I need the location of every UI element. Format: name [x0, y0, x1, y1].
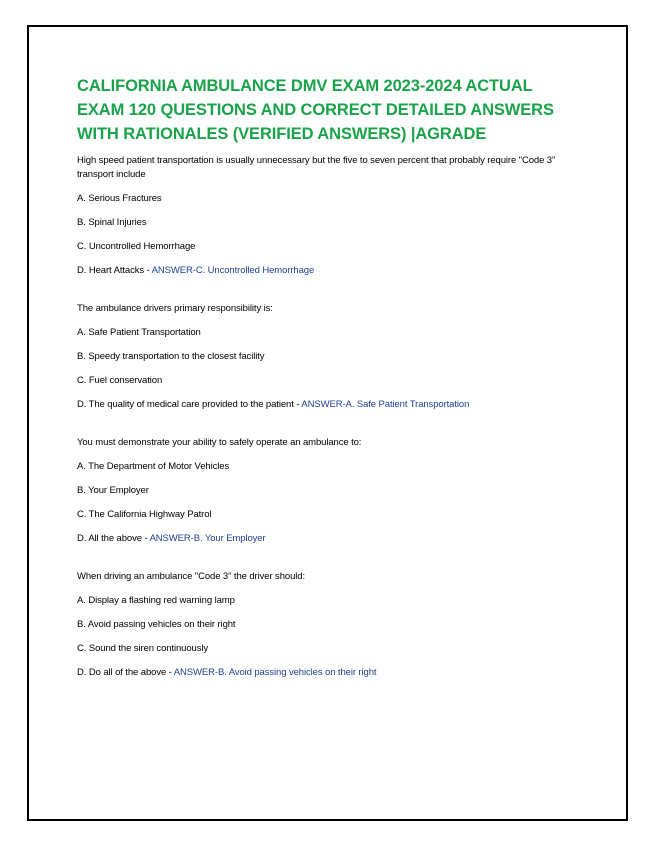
answer-text: ANSWER-B. Your Employer [149, 533, 266, 544]
option-d: D. Do all of the above - [77, 667, 174, 678]
option-c: C. The California Highway Patrol [77, 509, 212, 520]
document-content [77, 74, 567, 690]
document-title: CALIFORNIA AMBULANCE DMV EXAM 2023-2024 ACTUAL EXAM 120 QUESTIONS AND CORRECT DETAILED ANSWERS WITH RATIONALES (VERIFIED ANSWERS) |AGRADE [77, 77, 554, 143]
option-a: A. The Department of Motor Vehicles [77, 461, 230, 472]
option-a: A. Serious Fractures [77, 193, 162, 204]
option-c: C. Uncontrolled Hemorrhage [77, 241, 196, 252]
option-d-with-answer [77, 666, 567, 680]
option-b: B. Your Employer [77, 485, 149, 496]
option-d: D. The quality of medical care provided to the patient - [77, 399, 302, 410]
answer-text: ANSWER-C. Uncontrolled Hemorrhage [151, 265, 315, 276]
question-4 [77, 570, 567, 680]
question-3 [77, 436, 567, 546]
option-d: D. Heart Attacks - [77, 265, 152, 276]
option-d-with-answer [77, 398, 567, 412]
option-c: C. Fuel conservation [77, 375, 163, 386]
option-a: A. Safe Patient Transportation [77, 327, 201, 338]
option-c: C. Sound the siren continuously [77, 643, 209, 654]
question-1 [77, 154, 567, 278]
question-text: When driving an ambulance "Code 3" the driver should: [77, 571, 305, 582]
option-b: B. Spinal Injuries [77, 217, 147, 228]
option-b: B. Avoid passing vehicles on their right [77, 619, 236, 630]
answer-text: ANSWER-A. Safe Patient Transportation [301, 399, 470, 410]
answer-text: ANSWER-B. Avoid passing vehicles on their right [173, 667, 377, 678]
question-text: The ambulance drivers primary responsibility is: [77, 303, 273, 314]
question-text: High speed patient transportation is usually unnecessary but the five to seven percent that probably require "Code 3" transport include [77, 155, 556, 180]
question-text: You must demonstrate your ability to safely operate an ambulance to: [77, 437, 362, 448]
option-a: A. Display a flashing red warning lamp [77, 595, 235, 606]
question-2 [77, 302, 567, 412]
option-d: D. All the above - [77, 533, 150, 544]
option-d-with-answer [77, 264, 567, 278]
option-d-with-answer [77, 532, 567, 546]
option-b: B. Speedy transportation to the closest facility [77, 351, 265, 362]
